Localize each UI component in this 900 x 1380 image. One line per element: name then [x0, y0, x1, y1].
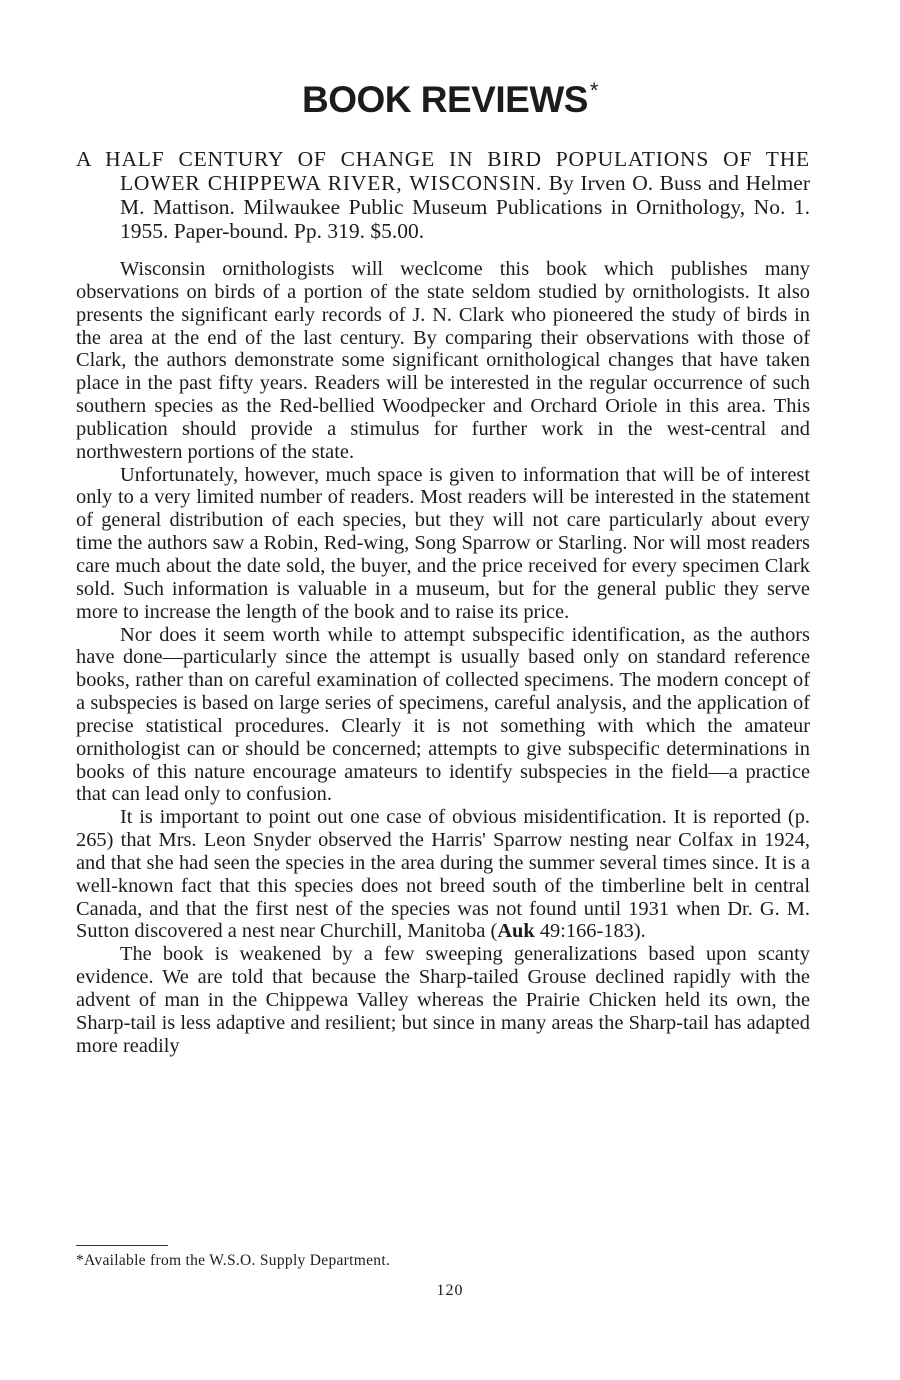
- journal-name: Auk: [497, 920, 535, 943]
- footnote-divider: [76, 1245, 168, 1246]
- paragraph-4-text: It is important to point out one case of obvious misidentification. It is reported (p. 265) that Mrs. Leon Snyder observed the Harris' Sparrow nesting near Colfax in 1924, and that she had seen the species in the area during the summer several times since. It is a well-known fact that this species does not breed south of the timberline belt in central Canada, and that the first nest of the species was not found until 1931 when Dr. G. M. Sutton discovered a nest near Churchill, Manitoba (: [76, 806, 810, 943]
- paragraph-1: Wisconsin ornithologists will weclcome this book which publishes many observations on birds of a portion of the state seldom studied by ornithologists. It also presents the significant early records of J. N. Clark who pioneered the study of birds in the area at the end of the last century. By comparing their observations with those of Clark, the authors demonstrate some significant ornithological changes that have taken place in the past fifty years. Readers will be interested in the regular occurrence of such southern species as the Red-bellied Woodpecker and Orchard Oriole in this area. This publication should provide a stimulus for further work in the west-central and northwestern portions of the state.: [76, 258, 810, 463]
- review-body: [76, 258, 810, 1058]
- page-title-text: BOOK REVIEWS: [302, 79, 588, 120]
- paragraph-3: Nor does it seem worth while to attempt subspecific identification, as the authors have done—particularly since the attempt is usually based only on standard reference books, rather than on careful examination of collected specimens. The modern concept of a subspecies is based on large series of specimens, careful analysis, and the application of precise statistical procedures. Clearly it is not something with which the amateur ornithologist can or should be concerned; attempts to give subspecific determinations in books of this nature encourage amateurs to identify subspecies in the field—a practice that can lead only to confusion.: [76, 623, 810, 806]
- page-title: [0, 78, 900, 121]
- book-details: By Irven O. Buss and Helmer M. Mattison. Milwaukee Public Museum Publications in Ornithology, No. 1. 1955. Paper-bound. Pp. 319. $5.00.: [120, 171, 810, 243]
- book-citation: [76, 147, 810, 243]
- paragraph-5: The book is weakened by a few sweeping generalizations based upon scanty evidence. We are told that because the Sharp-tailed Grouse declined rapidly with the advent of man in the Chippewa Valley whereas the Prairie Chicken held its own, the Sharp-tail is less adaptive and resilient; but since in many areas the Sharp-tail has adapted more readily: [76, 943, 810, 1057]
- paragraph-2: Unfortunately, however, much space is given to information that will be of interest only to a very limited number of readers. Most readers will be interested in the statement of general distribution of each species, but they will not care particularly about every time the authors saw a Robin, Red-wing, Song Sparrow or Starling. Nor will most readers care much about the date sold, the buyer, and the price received for every specimen Clark sold. Such information is valuable in a museum, but for the general public they serve more to increase the length of the book and to raise its price.: [76, 463, 810, 623]
- journal-citation: 49:166-183).: [534, 920, 646, 943]
- page-number: 120: [436, 1282, 464, 1299]
- book-title: A HALF CENTURY OF CHANGE IN BIRD POPULATIONS OF THE LOWER CHIPPEWA RIVER, WISCONSIN.: [76, 147, 810, 195]
- footnote: *Available from the W.S.O. Supply Department.: [76, 1252, 391, 1269]
- footnote-marker: *: [589, 78, 598, 103]
- paragraph-4: [76, 806, 810, 943]
